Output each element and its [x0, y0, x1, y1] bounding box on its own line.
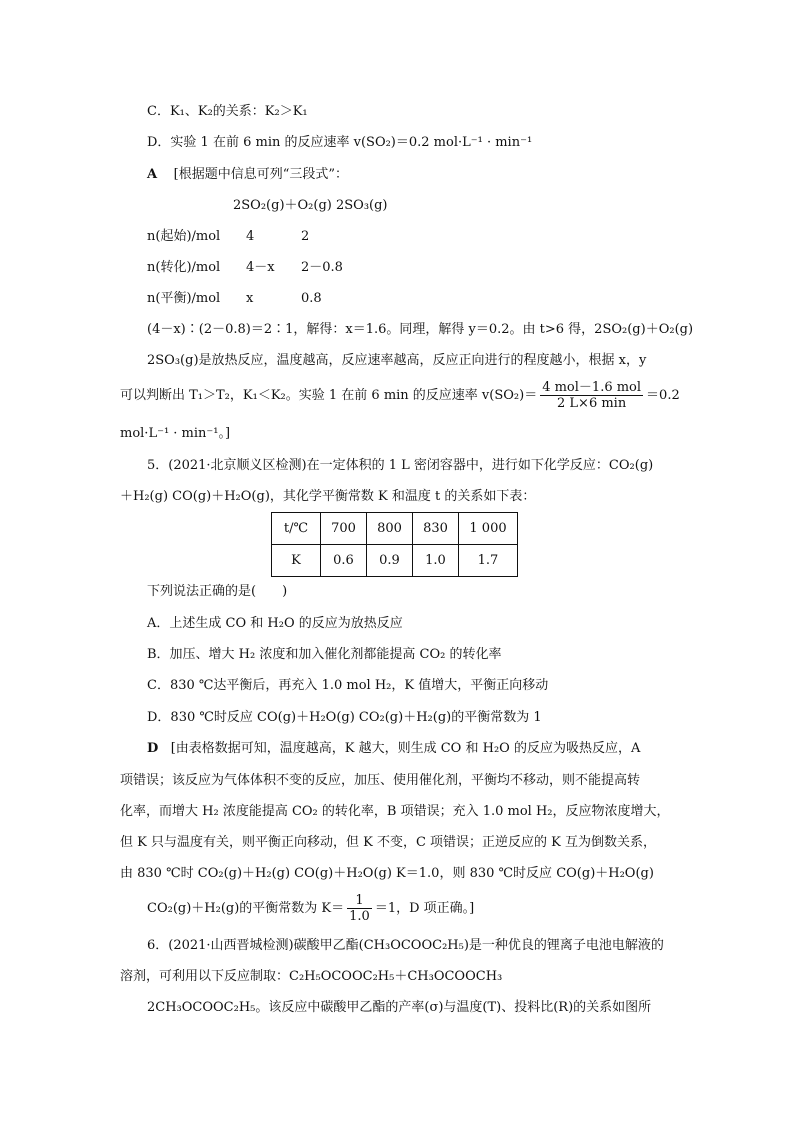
table-cell: t/℃ — [272, 513, 321, 545]
q5-explain-line-2: 项错误；该反应为气体体积不变的反应，加压、使用催化剂，平衡均不移动，则不能提高转 — [120, 773, 641, 788]
q5-k-fraction — [347, 893, 372, 924]
q5-option-a: A．上述生成 CO 和 H₂O 的反应为放热反应 — [147, 616, 403, 631]
q4-fraction-numerator: 4 mol－1.6 mol — [542, 380, 642, 395]
q5-explain-line-6a: CO₂(g)＋H₂(g)的平衡常数为 K＝ — [147, 901, 345, 916]
q4-explain-line-1: (4－x)∶(2－0.8)＝2∶1，解得：x＝1.6。同理，解得 y＝0.2。由 t>6 得，2SO₂(g)＋O₂(g) — [147, 322, 694, 337]
q4-row-start-c2: 2 — [301, 229, 310, 244]
q5-data-table — [271, 512, 518, 577]
table-cell: 1.7 — [459, 545, 518, 577]
q4-explain-line-4: mol·L⁻¹ · min⁻¹。] — [120, 426, 231, 441]
q5-explain-line-5: 由 830 ℃时 CO₂(g)＋H₂(g) CO(g)＋H₂O(g) K＝1.0，则 830 ℃时反应 CO(g)＋H₂O(g) — [120, 866, 654, 881]
table-cell: 1 000 — [459, 513, 518, 545]
q4-explain-line-3a: 可以判断出 T₁＞T₂，K₁＜K₂。实验 1 在前 6 min 的反应速率 v(SO₂)＝ — [120, 388, 538, 403]
q5-fraction-numerator: 1 — [347, 893, 372, 909]
q5-explain-line-6b: ＝1，D 项正确。] — [374, 901, 475, 916]
q4-row-change-c1: 4－x — [246, 260, 275, 275]
q5-option-b: B．加压、增大 H₂ 浓度和加入催化剂都能提高 CO₂ 的转化率 — [147, 647, 502, 662]
table-cell: 0.6 — [321, 545, 367, 577]
q6-stem-line-2: 溶剂，可利用以下反应制取：C₂H₅OCOOC₂H₅＋CH₃OCOOCH₃ — [120, 969, 503, 984]
q5-option-d: D．830 ℃时反应 CO(g)＋H₂O(g) CO₂(g)＋H₂(g)的平衡常数为 1 — [147, 710, 542, 725]
table-row — [272, 545, 518, 577]
q4-answer-letter: A — [147, 167, 158, 182]
q4-option-c: C．K₁、K₂的关系：K₂＞K₁ — [147, 104, 308, 119]
q4-row-label-start: n(起始)/mol — [147, 229, 221, 244]
table-cell: 830 — [413, 513, 459, 545]
q4-row-equil-c2: 0.8 — [301, 291, 322, 306]
q5-explain-line-6 — [147, 893, 474, 924]
q4-row-change-c2: 2－0.8 — [301, 260, 343, 275]
q4-explain-line-2: 2SO₃(g)是放热反应，温度越高，反应速率越高，反应正向进行的程度越小，根据 x，y — [147, 353, 647, 368]
table-row — [272, 513, 518, 545]
table-cell: K — [272, 545, 321, 577]
table-cell: 0.9 — [367, 545, 413, 577]
table-cell: 800 — [367, 513, 413, 545]
q5-stem-line-2: ＋H₂(g) CO(g)＋H₂O(g)，其化学平衡常数 K 和温度 t 的关系如下表： — [120, 489, 536, 504]
table-cell: 700 — [321, 513, 367, 545]
q5-explain-line-3: 化率，而增大 H₂ 浓度能提高 CO₂ 的转化率，B 项错误；充入 1.0 mol H₂，反应物浓度增大， — [120, 804, 670, 819]
q4-answer — [147, 167, 348, 183]
q4-explain-line-3 — [120, 380, 680, 411]
q6-stem-line-3: 2CH₃OCOOC₂H₅。该反应中碳酸甲乙酯的产率(σ)与温度(T)、投料比(R)的关系如图所 — [147, 1000, 652, 1015]
q4-explain-line-3b: ＝0.2 — [646, 388, 680, 403]
q4-fraction-denominator: 2 L×6 min — [557, 396, 627, 411]
q6-stem-line-1: 6．(2021·山西晋城检测)碳酸甲乙酯(CH₃OCOOC₂H₅)是一种优良的锂离子电池电解液的 — [147, 938, 664, 953]
q5-option-c: C．830 ℃达平衡后，再充入 1.0 mol H₂，K 值增大，平衡正向移动 — [147, 678, 549, 693]
q4-option-d: D．实验 1 在前 6 min 的反应速率 v(SO₂)＝0.2 mol·L⁻¹ · min⁻¹ — [147, 135, 533, 150]
q5-stem-line-1: 5．(2021·北京顺义区检测)在一定体积的 1 L 密闭容器中，进行如下化学反应：CO₂(g) — [147, 458, 654, 473]
q4-equation: 2SO₂(g)＋O₂(g) 2SO₃(g) — [233, 198, 388, 213]
q5-explain-line-4: 但 K 只与温度有关，则平衡正向移动，但 K 不变，C 项错误；正逆反应的 K 互为倒数关系， — [120, 835, 657, 850]
q5-answer — [147, 741, 640, 757]
q4-rate-fraction — [540, 380, 643, 411]
q4-answer-intro: [根据题中信息可列“三段式”： — [173, 167, 348, 182]
q5-fraction-denominator: 1.0 — [349, 909, 370, 924]
q4-row-start-c1: 4 — [246, 229, 255, 244]
q4-row-label-change: n(转化)/mol — [147, 260, 221, 275]
q5-question: 下列说法正确的是( ) — [147, 584, 288, 599]
q5-explain-line-1: [由表格数据可知，温度越高，K 越大，则生成 CO 和 H₂O 的反应为吸热反应，A — [170, 741, 641, 756]
q5-answer-letter: D — [147, 741, 159, 756]
q4-row-equil-c1: x — [246, 291, 254, 306]
q4-row-label-equil: n(平衡)/mol — [147, 291, 221, 306]
table-cell: 1.0 — [413, 545, 459, 577]
